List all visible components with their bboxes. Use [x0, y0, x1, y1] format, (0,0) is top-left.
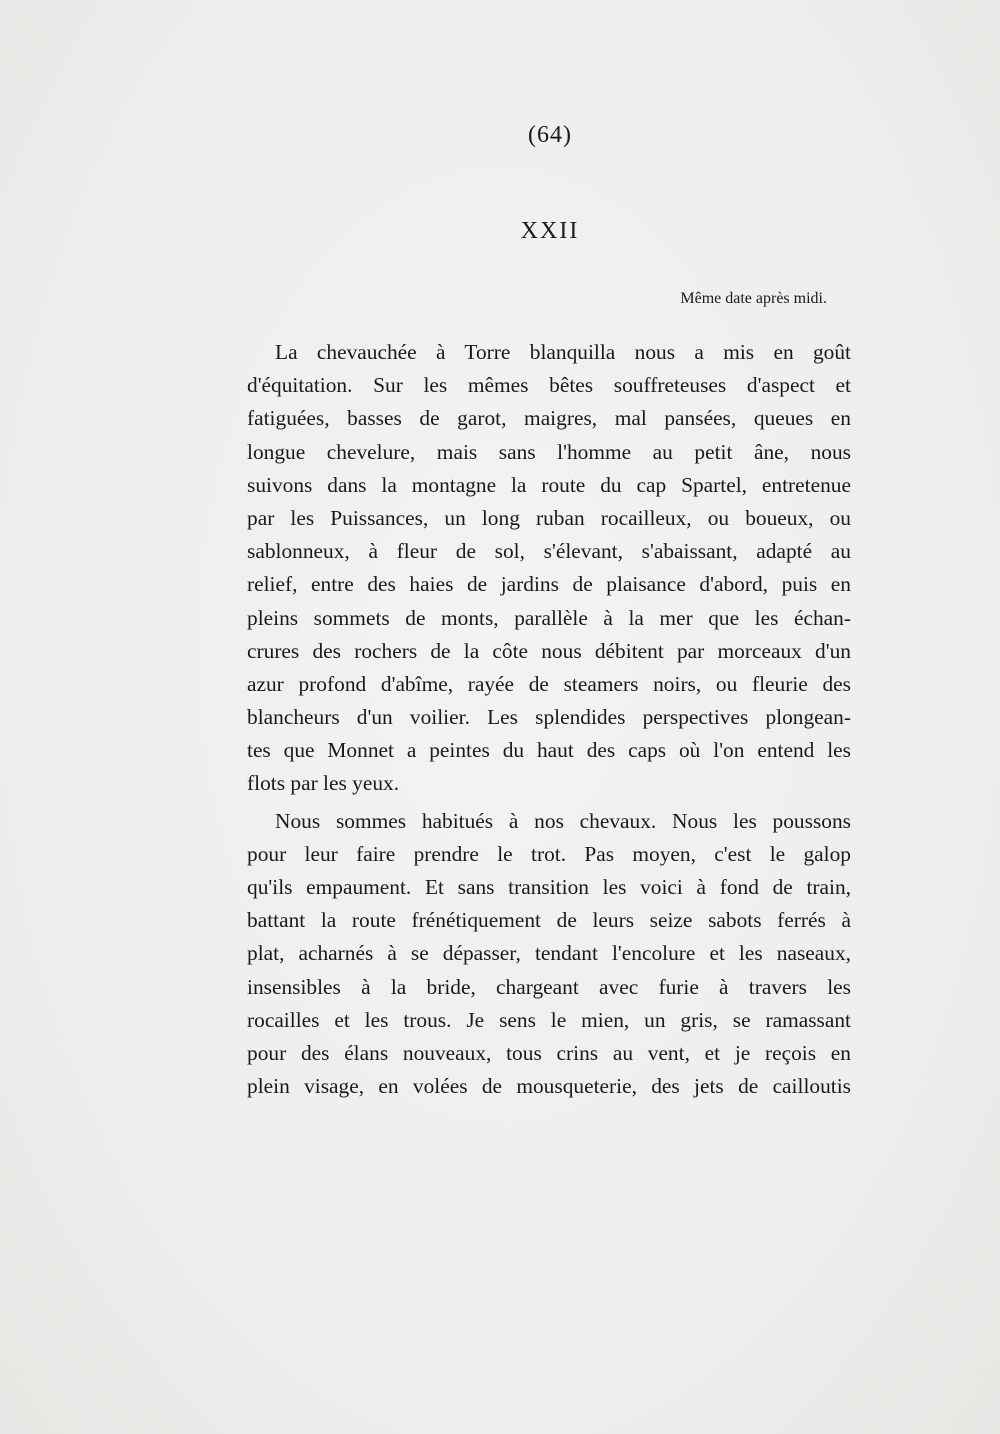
- text-line: par les Puissances, un long ruban rocailleux, ou boueux, ou: [247, 505, 851, 530]
- text-line: pour leur faire prendre le trot. Pas moyen, c'est le galop: [247, 841, 851, 866]
- text-line: insensibles à la bride, chargeant avec furie à travers les: [247, 974, 851, 999]
- text-line: longue chevelure, mais sans l'homme au petit âne, nous: [247, 439, 851, 464]
- dateline: Même date après midi.: [680, 290, 827, 307]
- text-line: tes que Monnet a peintes du haut des caps où l'on entend les: [247, 738, 851, 763]
- text-line: pleins sommets de monts, parallèle à la mer que les échan-: [247, 605, 851, 630]
- text-line: suivons dans la montagne la route du cap Spartel, entretenue: [247, 472, 851, 497]
- text-line: fatiguées, basses de garot, maigres, mal pansées, queues en: [247, 406, 851, 431]
- text-line: La chevauchée à Torre blanquilla nous a mis en goût: [275, 340, 851, 364]
- text-line: Nous sommes habitués à nos chevaux. Nous les poussons: [275, 808, 851, 833]
- text-line: plein visage, en volées de mousqueterie, des jets de cailloutis: [247, 1074, 851, 1099]
- text-line: battant la route frénétiquement de leurs seize sabots ferrés à: [247, 908, 851, 933]
- page-number: (64): [528, 122, 572, 148]
- text-line: qu'ils empaument. Et sans transition les voici à fond de train,: [247, 875, 851, 899]
- text-line: relief, entre des haies de jardins de plaisance d'abord, puis en: [247, 572, 851, 597]
- text-line: rocailles et les trous. Je sens le mien, un gris, se ramassant: [247, 1007, 851, 1032]
- paragraph: [247, 805, 851, 1104]
- text-line: pour des élans nouveaux, tous crins au vent, et je reçois en: [247, 1040, 851, 1065]
- text-line: sablonneux, à fleur de sol, s'élevant, s'abaissant, adapté au: [247, 539, 851, 564]
- body-text: [247, 336, 851, 1103]
- chapter-heading: XXII: [520, 218, 580, 244]
- text-line: plat, acharnés à se dépasser, tendant l'encolure et les naseaux,: [247, 941, 851, 966]
- text-line: d'équitation. Sur les mêmes bêtes souffreteuses d'aspect et: [247, 373, 851, 398]
- text-line: azur profond d'abîme, rayée de steamers noirs, ou fleurie des: [247, 671, 851, 696]
- text-line: crures des rochers de la côte nous débitent par morceaux d'un: [247, 638, 851, 663]
- text-line: flots par les yeux.: [247, 771, 400, 796]
- paragraph: [247, 336, 851, 801]
- text-line: blancheurs d'un voilier. Les splendides perspectives plongean-: [247, 705, 851, 730]
